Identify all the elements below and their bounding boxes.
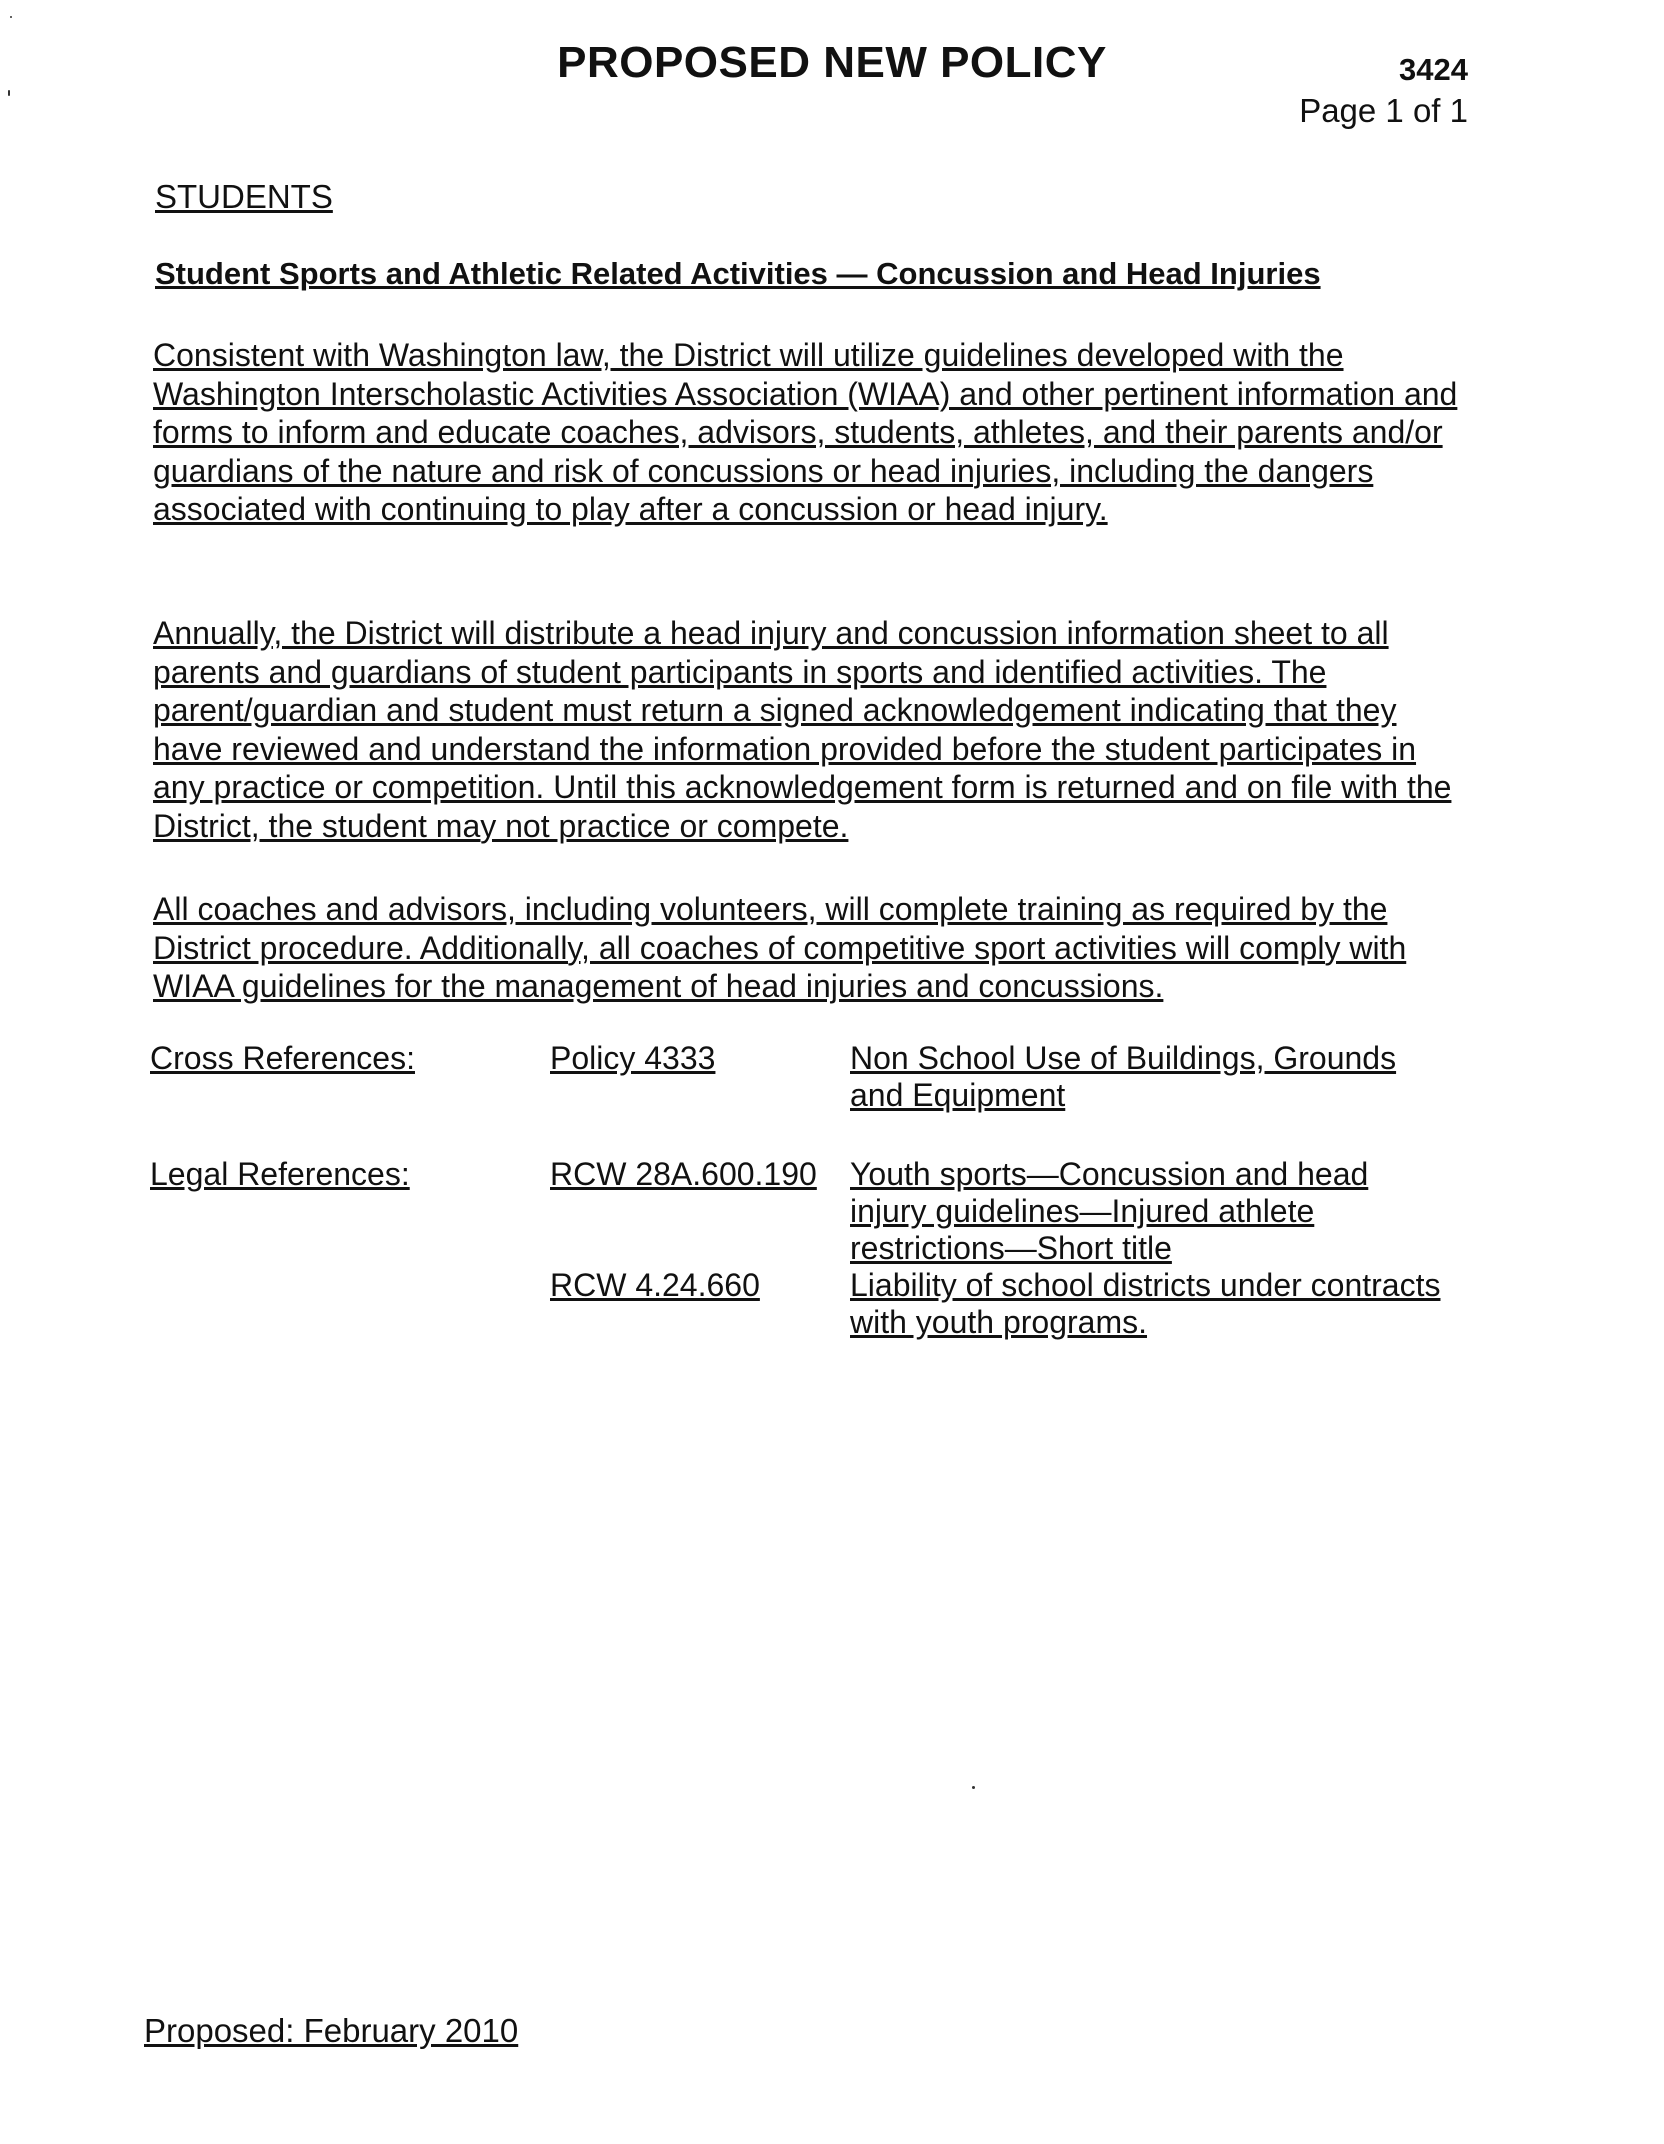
cross-references-label: Cross References:: [150, 1040, 415, 1076]
reference-row: [150, 1156, 1450, 1267]
scan-speck: [8, 90, 10, 96]
reference-code: RCW 28A.600.190: [550, 1156, 817, 1192]
legal-references-label: Legal References:: [150, 1156, 410, 1192]
policy-number: 3424: [1399, 52, 1468, 87]
reference-title: Youth sports—Concussion and head injury guidelines—Injured athlete restrictions—Short title: [850, 1156, 1369, 1266]
reference-title: Liability of school districts under contracts with youth programs.: [850, 1267, 1441, 1340]
scan-speck: [10, 16, 12, 18]
legal-references: [150, 1156, 1450, 1341]
policy-heading: Student Sports and Athletic Related Activities — Concussion and Head Injuries: [155, 256, 1321, 291]
proposed-date: Proposed: February 2010: [144, 2012, 519, 2049]
scan-speck: [972, 1786, 975, 1789]
policy-paragraph: Consistent with Washington law, the District will utilize guidelines developed with the Washington Interscholastic Activities Association (WIAA) and other pertinent information and forms to inform and educate coaches, advisors, students, athletes, and their parents and/or guardians of the nature and risk of concussions or head injuries, including the dangers associated with continuing to play after a concussion or head injury.: [153, 337, 1458, 527]
cross-references: [150, 1040, 1450, 1114]
reference-code: Policy 4333: [550, 1040, 716, 1076]
reference-row: [150, 1267, 1450, 1341]
policy-paragraph: Annually, the District will distribute a head injury and concussion information sheet to all parents and guardians of student participants in sports and identified activities. The parent/guardian and student must return a signed acknowledgement indicating that they have reviewed and understand the information provided before the student participates in any practice or competition. Until this acknowledgement form is returned and on file with the District, the student may not practice or compete.: [153, 615, 1452, 844]
reference-label-spacer: [150, 1267, 550, 1341]
section-label: STUDENTS: [155, 178, 333, 215]
reference-code: RCW 4.24.660: [550, 1267, 760, 1303]
reference-title: Non School Use of Buildings, Grounds and Equipment: [850, 1040, 1397, 1113]
reference-row: [150, 1040, 1450, 1114]
page-count: Page 1 of 1: [1299, 92, 1468, 129]
policy-paragraph: All coaches and advisors, including volunteers, will complete training as required by the District procedure. Additionally, all coaches of competitive sport activities will comply with WIAA guidelines for the management of head injuries and concussions.: [153, 891, 1407, 1004]
page-title: PROPOSED NEW POLICY: [557, 38, 1107, 87]
